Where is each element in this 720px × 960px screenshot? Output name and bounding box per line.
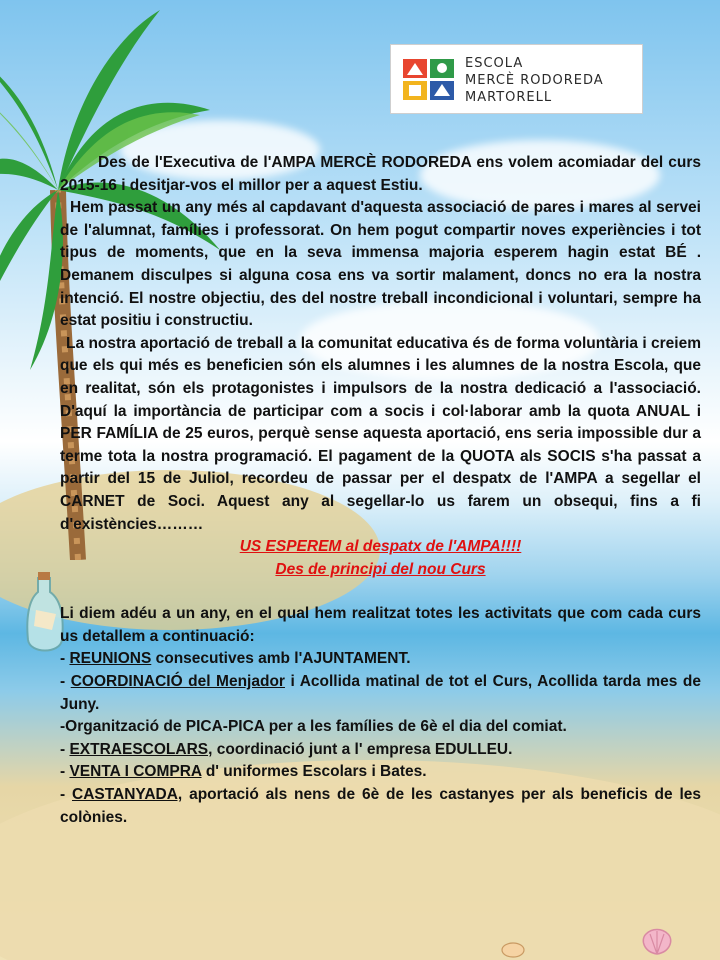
seashell-icon bbox=[640, 928, 674, 956]
activity-prefix: - bbox=[60, 740, 70, 758]
logo-line: MERCÈ RODOREDA bbox=[465, 73, 604, 88]
activity-title: EXTRAESCOLARS, bbox=[69, 740, 213, 758]
school-logo bbox=[390, 44, 643, 114]
intro-paragraph: Des de l'Executiva de l'AMPA MERCÈ RODOREDA ens volem acomiadar del curs 2015-16 i desitjar-vos el millor per a aquest Estiu. bbox=[60, 154, 701, 194]
activity-description: consecutives amb l'AJUNTAMENT. bbox=[151, 650, 411, 668]
activity-prefix: - bbox=[60, 763, 70, 781]
activity-item bbox=[60, 671, 701, 716]
activity-title: REUNIONS bbox=[69, 650, 152, 668]
activity-item bbox=[60, 761, 701, 784]
activity-title: CASTANYADA, bbox=[72, 786, 183, 804]
activity-title: COORDINACIÓ del Menjador bbox=[70, 673, 285, 691]
highlight-line: Des de principi del nou Curs bbox=[275, 560, 486, 578]
activity-item bbox=[60, 739, 701, 762]
activity-description: coordinació junt a l' empresa EDULLEU. bbox=[212, 740, 513, 758]
logo-text bbox=[465, 55, 604, 106]
paragraph: Hem passat un any més al capdavant d'aquesta associació de pares i mares al servei de l'alumnat, famílies i professorat. On hem pogut compartir noves experiències i tot tipus de moments, que en la seva immensa majoria esperem hagin estat BÉ . Demanem disculpes si alguna cosa ens va sortir malament, doncs no era la nostra intenció. El nostre objectiu, des del nostre treball incondicional i voluntari, sempre ha estat positiu i constructiu. bbox=[60, 199, 701, 330]
activities-list bbox=[60, 648, 701, 829]
activity-prefix: - bbox=[60, 650, 70, 668]
letter-body bbox=[60, 152, 701, 829]
paragraph: La nostra aportació de treball a la comunitat educativa és de forma voluntària i creiem que els qui més es beneficien són els alumnes i les alumnes de la nostra Escola, que en realitat, són els protagonistes i impulsors de la nostra dedicació a l'associació. D'aquí la importància de participar com a socis i col·laborar amb la quota ANUAL i PER FAMÍLIA de 25 euros, perquè sense aquesta aportació, ens seria impossible dur a terme tota la nostra programació. El pagament de la QUOTA als SOCIS s'ha passat a partir del 15 de Juliol, recordeu de passar per el despatx de l'AMPA a segellar el CARNET de Soci. Aquest any al segellar-lo us farem un obsequi, fins a fi d'existències……… bbox=[60, 334, 701, 533]
activity-title: VENTA I COMPRA bbox=[69, 763, 202, 781]
logo-line: MARTORELL bbox=[465, 90, 553, 105]
activity-description: Organització de PICA-PICA per a les famílies de 6è el dia del comiat. bbox=[65, 718, 567, 736]
school-logo-icon bbox=[403, 59, 455, 101]
activity-description: d' uniformes Escolars i Bates. bbox=[201, 763, 427, 781]
activity-item bbox=[60, 784, 701, 829]
logo-line: ESCOLA bbox=[465, 56, 524, 71]
seashell-icon bbox=[500, 940, 526, 958]
activity-description: i Acollida matinal de tot el Curs, Acollida tarda mes de Juny. bbox=[60, 673, 702, 713]
highlight-line: US ESPEREM al despatx de l'AMPA!!!! bbox=[239, 538, 522, 556]
activity-prefix: - bbox=[60, 718, 66, 736]
activity-description: aportació als nens de 6è de les castanyes per als beneficis de les colònies. bbox=[60, 786, 702, 826]
activity-item bbox=[60, 648, 701, 671]
activity-prefix: - bbox=[60, 673, 71, 691]
paragraph: Li diem adéu a un any, en el qual hem realitzat totes les activitats que com cada curs us detallem a continuació: bbox=[60, 605, 701, 645]
activity-prefix: - bbox=[60, 786, 72, 804]
activity-item bbox=[60, 716, 701, 739]
